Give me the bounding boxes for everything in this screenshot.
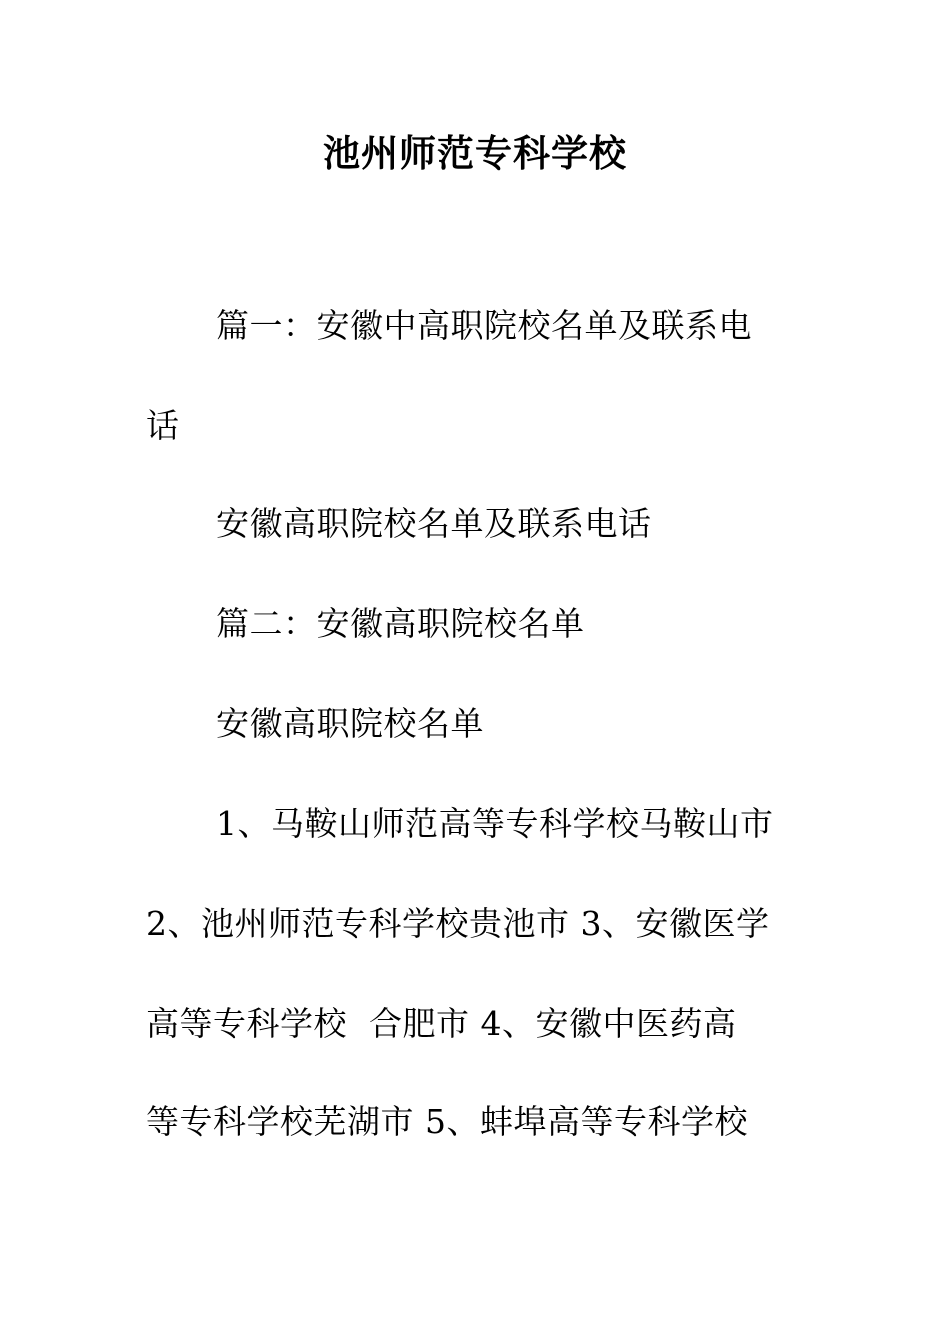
paragraph-heading-1: 篇一：安徽中高职院校名单及联系电 <box>216 306 752 345</box>
list-text-line: 高等专科学校 合肥市 4、安徽中医药高 <box>146 1004 737 1043</box>
paragraph-heading-2: 篇二：安徽高职院校名单 <box>216 604 585 643</box>
paragraph-text: 安徽高职院校名单及联系电话 <box>216 504 652 543</box>
paragraph-text: 安徽高职院校名单 <box>216 704 484 743</box>
list-text-line: 1、马鞍山师范高等专科学校马鞍山市 <box>216 804 774 843</box>
paragraph-heading-1-continued: 话 <box>146 406 180 445</box>
list-text-line: 等专科学校芜湖市 5、蚌埠高等专科学校 <box>146 1102 748 1141</box>
document-title: 池州师范专科学校 <box>323 131 627 175</box>
list-text-line: 2、池州师范专科学校贵池市 3、安徽医学 <box>146 904 770 943</box>
